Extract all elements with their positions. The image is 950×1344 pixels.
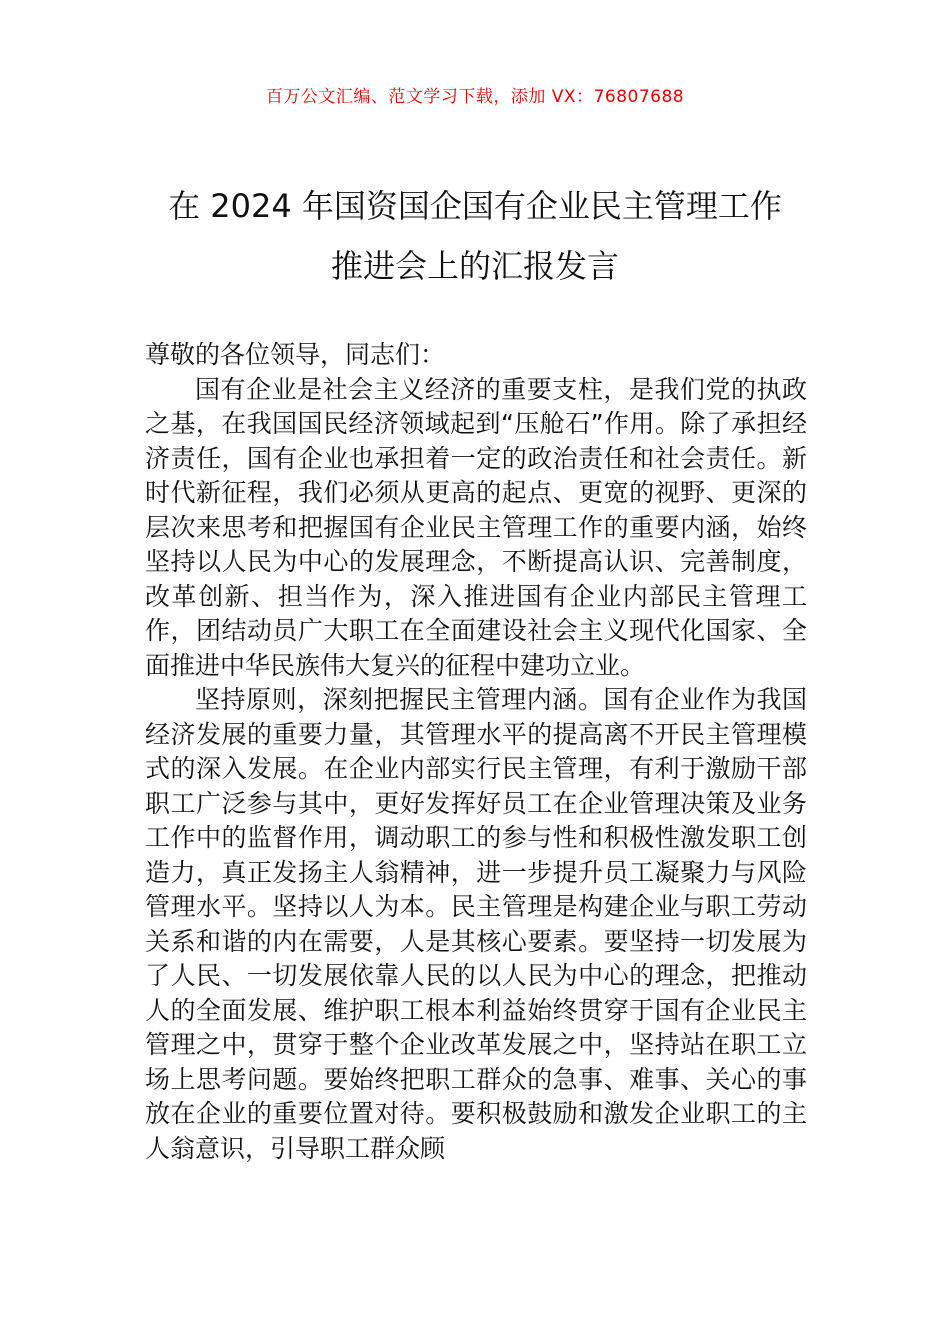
paragraph-1: 国有企业是社会主义经济的重要支柱，是我们党的执政之基，在我国国民经济领域起到“压舱石”作用。除了承担经济责任，国有企业也承担着一定的政治责任和社会责任。新时代新征程，我们必须从更高的起点、更宽的视野、更深的层次来思考和把握国有企业民主管理工作的重要内涵，始终坚持以人民为中心的发展理念，不断提高认识、完善制度，改革创新、担当作为，深入推进国有企业内部民主管理工作，团结动员广大职工在全面建设社会主义现代化国家、全面推进中华民族伟大复兴的征程中建功立业。: [145, 374, 807, 680]
document-body: [145, 338, 807, 1166]
document-title: [60, 176, 890, 296]
salutation: 尊敬的各位领导，同志们：: [145, 340, 446, 369]
title-line-1: 在 2024 年国资国企国有企业民主管理工作: [168, 187, 782, 225]
header-banner: 百万公文汇编、范文学习下载，添加 VX：76807688: [265, 87, 685, 107]
title-line-2: 推进会上的汇报发言: [330, 247, 619, 285]
paragraph-2: 坚持原则，深刻把握民主管理内涵。国有企业作为我国经济发展的重要力量，其管理水平的提高离不开民主管理模式的深入发展。在企业内部实行民主管理，有利于激励干部职工广泛参与其中，更好发挥好员工在企业管理决策及业务工作中的监督作用，调动职工的参与性和积极性激发职工创造力，真正发扬主人翁精神，进一步提升员工凝聚力与风险管理水平。坚持以人为本。民主管理是构建企业与职工劳动关系和谐的内在需要，人是其核心要素。要坚持一切发展为了人民、一切发展依靠人民的以人民为中心的理念，把推动人的全面发展、维护职工根本利益始终贯穿于国有企业民主管理之中，贯穿于整个企业改革发展之中，坚持站在职工立场上思考问题。要始终把职工群众的急事、难事、关心的事放在企业的重要位置对待。要积极鼓励和激发企业职工的主人翁意识，引导职工群众顾: [145, 685, 807, 1163]
